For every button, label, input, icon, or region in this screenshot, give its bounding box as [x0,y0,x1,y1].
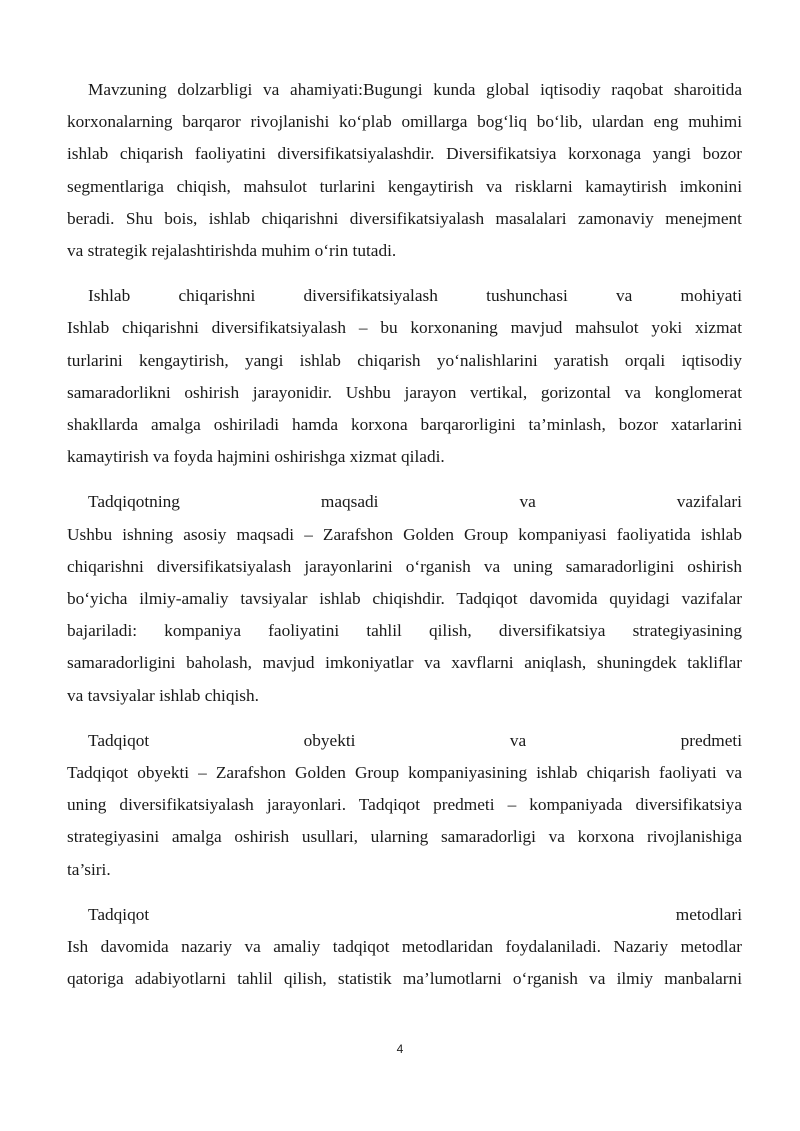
text-line: va strategik rejalashtirishda muhim o‘rin tutadi. [67,241,397,261]
text-line: bajariladi: kompaniya faoliyatini tahlil qilish, diversifikatsiya strategiyasining [67,621,742,641]
text-line: korxonalarning barqaror rivojlanishi ko‘plab omillarga bog‘liq bo‘lib, ulardan eng muhimi [67,112,742,132]
section-heading: Tadqiqot metodlari [88,904,742,924]
text-line: bo‘yicha ilmiy-amaliy tavsiyalar ishlab chiqishdir. Tadqiqot davomida quyidagi vazifalar [67,589,742,609]
text-line: Tadqiqot obyekti – Zarafshon Golden Group kompaniyasining ishlab chiqarish faoliyati va [67,763,742,783]
paragraph-object [67,725,742,886]
text-line: Ushbu ishning asosiy maqsadi – Zarafshon Golden Group kompaniyasi faoliyatida ishlab [67,524,742,544]
text-line: Ish davomida nazariy va amaliy tadqiqot metodlaridan foydalaniladi. Nazariy metodlar [67,937,742,957]
section-heading: Ishlab chiqarishni diversifikatsiyalash tushunchasi va mohiyati [88,286,742,306]
section-heading: Tadqiqot obyekti va predmeti [88,730,742,750]
text-line: qatoriga adabiyotlarni tahlil qilish, statistik ma’lumotlarni o‘rganish va ilmiy manbalarni [67,969,742,989]
text-line: shakllarda amalga oshiriladi hamda korxona barqarorligini ta’minlash, bozor xatarlarini [67,415,742,435]
text-line: ta’siri. [67,859,111,879]
text-line: kamaytirish va foyda hajmini oshirishga xizmat qiladi. [67,447,445,467]
text-line: chiqarishni diversifikatsiyalash jarayonlarini o‘rganish va uning samaradorligini oshirish [67,556,742,576]
text-line: beradi. Shu bois, ishlab chiqarishni diversifikatsiyalash masalalari zamonaviy menejment [67,208,742,228]
paragraph-relevance [67,74,742,267]
text-line: uning diversifikatsiyalash jarayonlari. Tadqiqot predmeti – kompaniyada diversifikatsiya [67,795,742,815]
page-number: 4 [396,1042,404,1056]
paragraph-goals [67,486,742,711]
text-line: turlarini kengaytirish, yangi ishlab chiqarish yo‘nalishlarini yaratish orqali iqtisodiy [67,350,742,370]
text-line: strategiyasini amalga oshirish usullari, ularning samaradorligi va korxona rivojlanishiga [67,827,742,847]
paragraph-concept [67,280,742,473]
document-page [67,74,742,1008]
text-line: segmentlariga chiqish, mahsulot turlarini kengaytirish va risklarni kamaytirish imkonini [67,176,742,196]
text-line: samaradorlikni oshirish jarayonidir. Ushbu jarayon vertikal, gorizontal va konglomerat [67,382,742,402]
text-line: Ishlab chiqarishni diversifikatsiyalash – bu korxonaning mavjud mahsulot yoki xizmat [67,318,742,338]
text-line: samaradorligini baholash, mavjud imkoniyatlar va xavflarni aniqlash, shuningdek takliflar [67,653,742,673]
text-line: Mavzuning dolzarbligi va ahamiyati:Bugungi kunda global iqtisodiy raqobat sharoitida [88,80,742,99]
paragraph-methods [67,899,742,996]
section-heading: Tadqiqotning maqsadi va vazifalari [88,492,742,512]
text-line: ishlab chiqarish faoliyatini diversifikatsiyalashdir. Diversifikatsiya korxonaga yangi bozor [67,144,742,164]
text-line: va tavsiyalar ishlab chiqish. [67,685,259,705]
